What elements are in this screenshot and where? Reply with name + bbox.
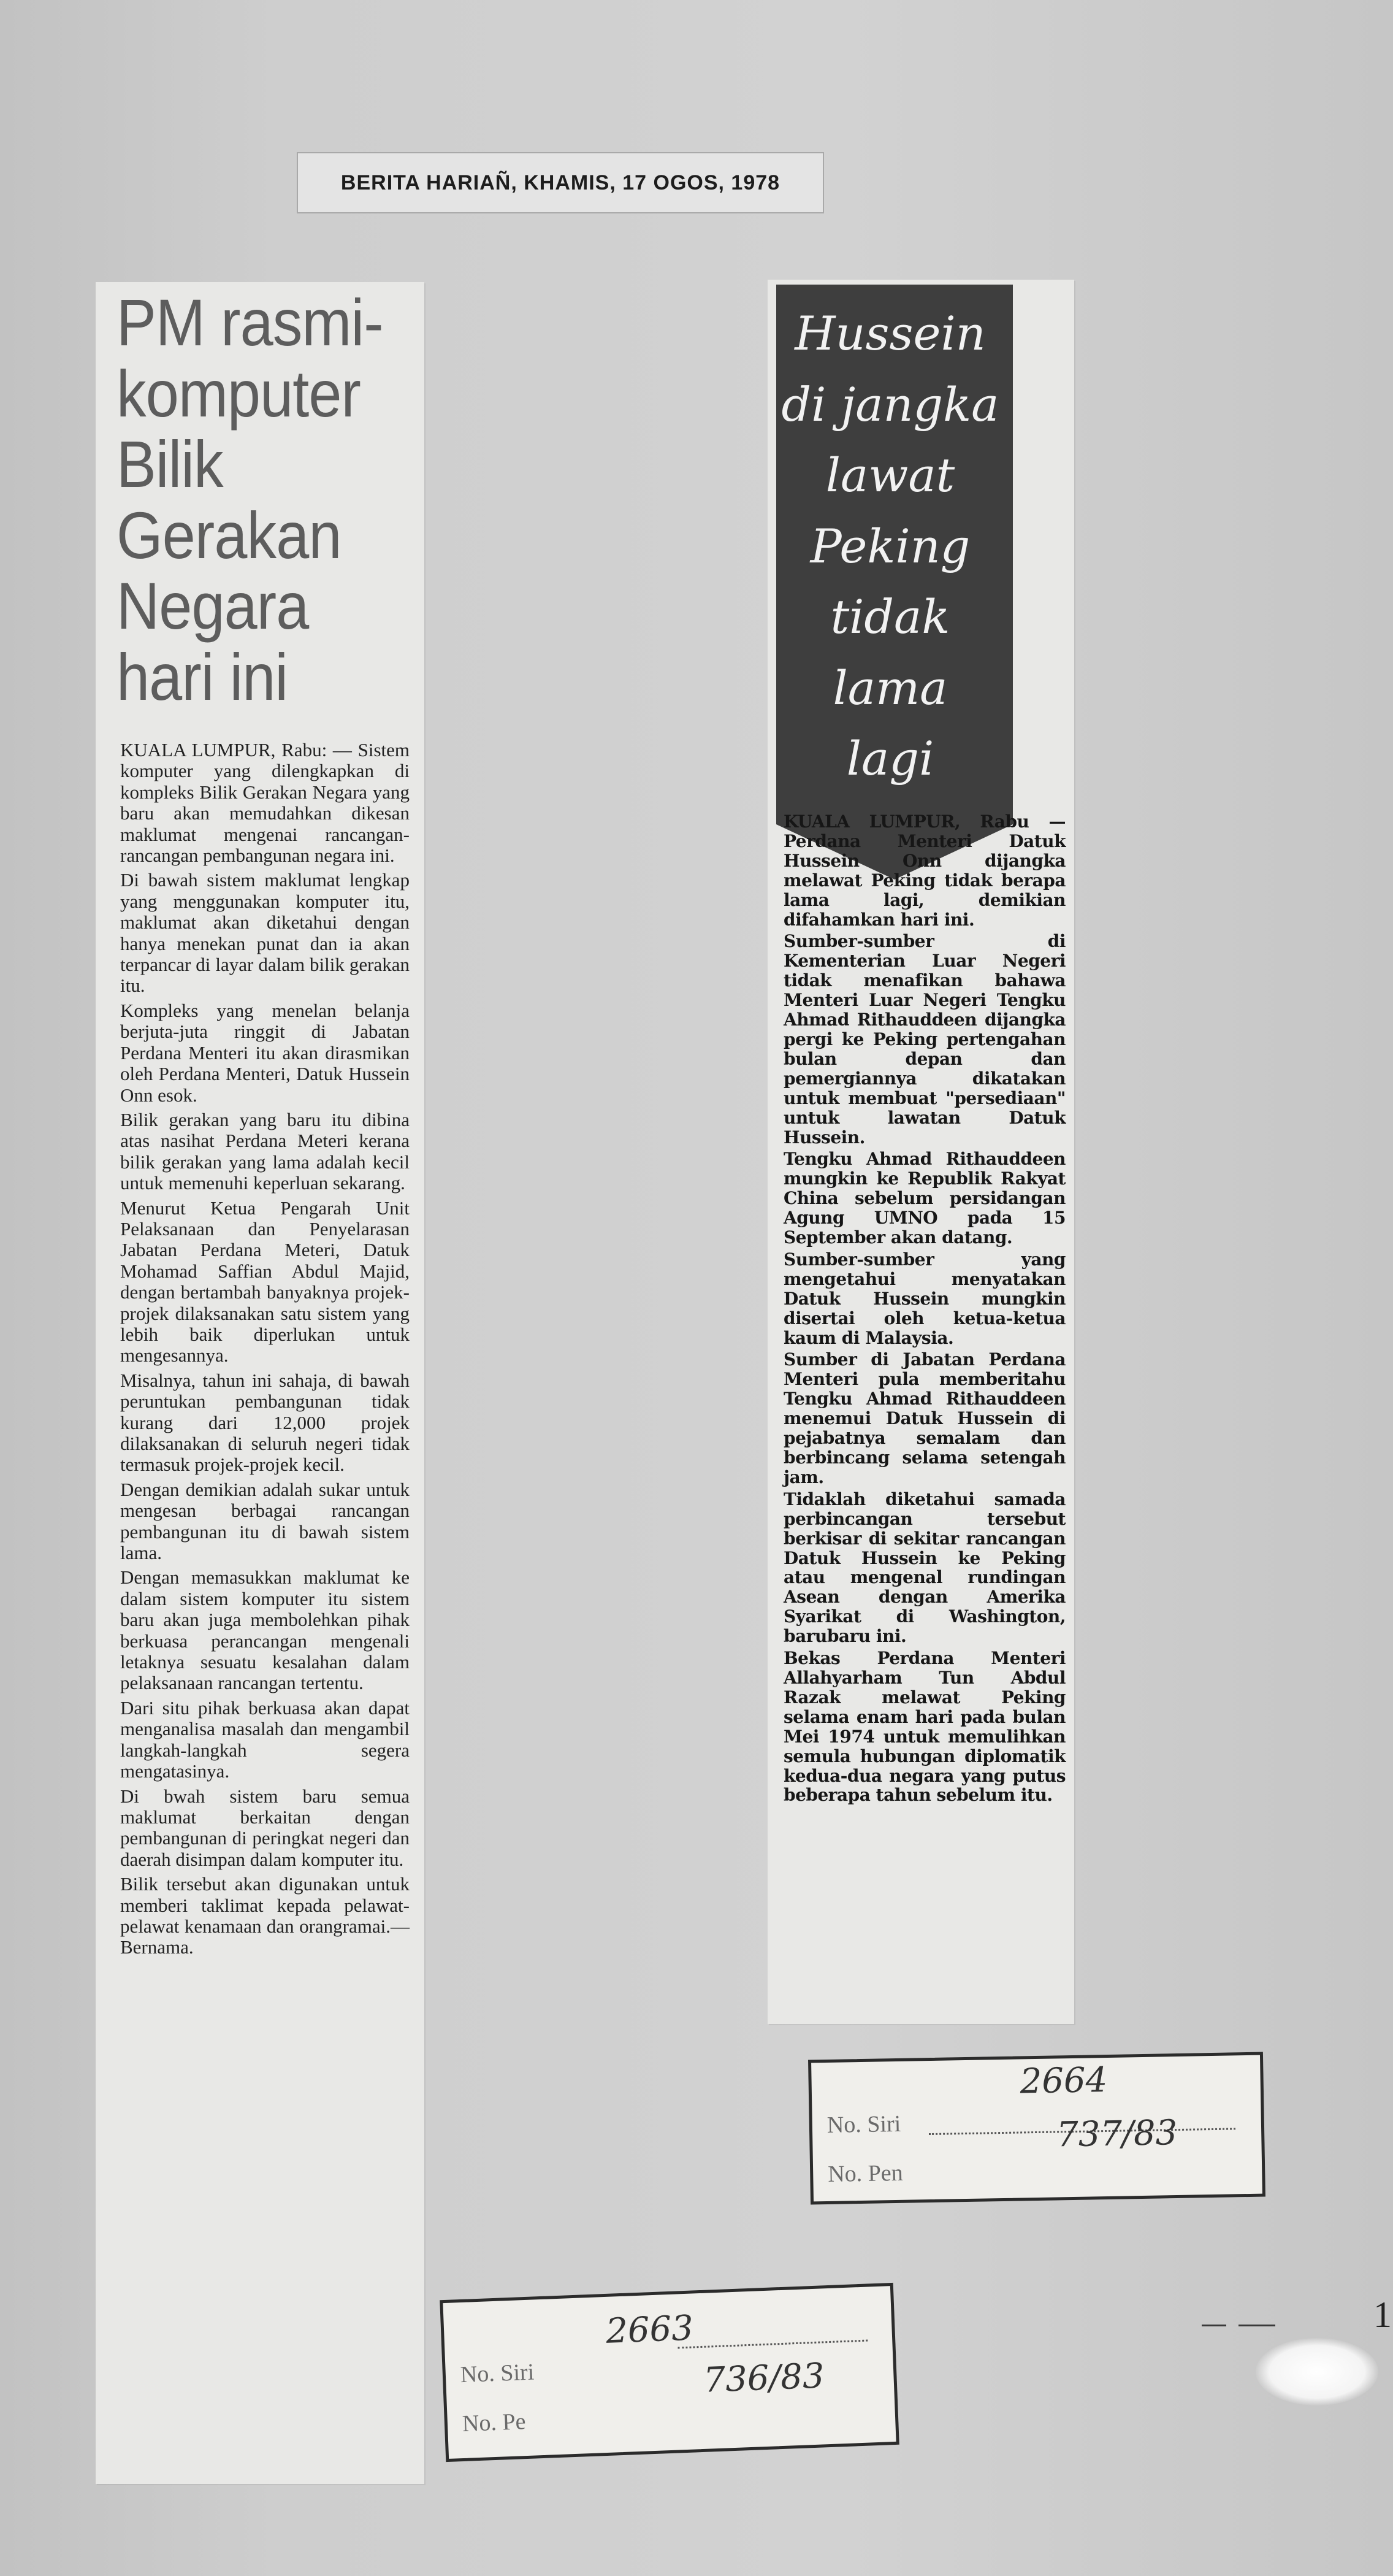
article-paragraph: Dengan demikian adalah sukar untuk mengesan berbagai rancangan pembangunan itu di bawah sistem lama. — [120, 1478, 410, 1564]
right-headline-line: Hussein — [795, 306, 986, 361]
right-headline-line: lawat — [825, 448, 955, 503]
left-article-body — [120, 740, 410, 1962]
article-paragraph: Di bawah sistem maklumat lengkap yang menggunakan komputer itu, maklumat akan diketahui dengan hanya menekan punat dan ia akan terpancar di layar dalam bilik gerakan itu. — [120, 869, 410, 997]
article-paragraph: Tidaklah diketahui samada perbincangan tersebut berkisar di sekitar rancangan Datuk Hussein ke Peking atau mengenal rundingan Asean dengan Amerika Syarikat di Washington, barubaru ini. — [784, 1489, 1066, 1647]
article-paragraph: Sumber-sumber di Kementerian Luar Negeri tidak menafikan bahawa Menteri Luar Negeri Tengku Ahmad Rithauddeen dijangka pergi ke Peking pertengahan bulan depan dan pemergiannya dikatakan untuk membuat "persediaan" untuk lawatan Datuk Hussein. — [784, 931, 1066, 1148]
right-headline-line: Peking — [810, 518, 971, 573]
newspaper-masthead: BERITA HARIAÑ, KHAMIS, 17 OGOS, 1978 — [297, 152, 824, 213]
right-headline-line: lagi — [846, 731, 934, 786]
left-headline-line: komputer — [116, 356, 361, 431]
page-edge-number: 1 — [1373, 2294, 1392, 2335]
left-headline-line: PM rasmi- — [116, 285, 383, 359]
right-headline-line: di jangka — [781, 377, 999, 432]
article-paragraph: Di bwah sistem baru semua maklumat berkaitan dengan pembangunan di peringkat negeri dan daerah disimpan dalam komputer itu. — [120, 1785, 410, 1870]
left-headline-line: hari ini — [116, 639, 288, 714]
stamp-handwritten-pen: 736/83 — [703, 2356, 825, 2401]
left-headline-line: Negara — [116, 569, 309, 643]
article-paragraph: Sumber-sumber yang mengetahui menyatakan Datuk Hussein mungkin disertai oleh ketua-ketua kaum di Malaysia. — [784, 1249, 1066, 1348]
stamp-label-siri: No. Siri — [460, 2359, 535, 2388]
stamp-handwritten-pen: 737/83 — [1056, 2113, 1178, 2155]
article-paragraph: Menurut Ketua Pengarah Unit Pelaksanaan dan Penyelarasan Jabatan Perdana Meteri, Datuk Mohamad Saffian Abdul Majid, dengan bertambah banyaknya projek-projek dilaksanakan satu sistem yang lebih baik diperlukan untuk mengesannya. — [120, 1197, 410, 1367]
clipping-right — [768, 280, 1074, 2024]
right-headline — [780, 298, 1001, 794]
stamp-handwritten-siri: 2663 — [605, 2308, 695, 2352]
right-article-body — [784, 812, 1066, 1807]
stamp-dotted-line — [677, 2340, 868, 2349]
article-paragraph: Bilik gerakan yang baru itu dibina atas nasihat Perdana Meteri kerana bilik gerakan yang lama adalah kecil untuk memenuhi keperluan sekarang. — [120, 1108, 410, 1194]
archive-stamp — [440, 2283, 899, 2462]
stamp-handwritten-siri: 2664 — [1020, 2060, 1108, 2102]
article-paragraph: KUALA LUMPUR, Rabu: — Sistem komputer yang dilengkapkan di kompleks Bilik Gerakan Negara yang baru akan memudahkan dikesan maklumat mengenai rancangan-rancangan pembangunan negara ini. — [120, 739, 410, 867]
left-headline-line: Gerakan — [116, 497, 342, 572]
stamp-label-siri: No. Siri — [826, 2110, 901, 2138]
right-headline-line: lama — [833, 660, 948, 715]
article-paragraph: Tengku Ahmad Rithauddeen mungkin ke Republik Rakyat China sebelum persidangan Agung UMNO pada 15 September akan datang. — [784, 1149, 1066, 1248]
article-paragraph: Bekas Perdana Menteri Allahyarham Tun Abdul Razak melawat Peking selama enam hari pada bulan Mei 1974 untuk memulihkan semula hubungan diplomatik kedua-dua negara yang putus beberapa tahun sebelum itu. — [784, 1648, 1066, 1806]
clipping-left — [96, 282, 424, 2484]
paper-smudge — [1256, 2338, 1378, 2405]
left-headline-line: Bilik — [116, 427, 223, 502]
article-paragraph: Dengan memasukkan maklumat ke dalam sistem komputer itu sistem baru akan juga membolehkan pihak berkuasa perancangan mengenali letaknya sesuatu kesalahan dalam pelaksanaan rancangan tertentu. — [120, 1566, 410, 1694]
archive-stamp — [808, 2052, 1265, 2205]
article-paragraph: Kompleks yang menelan belanja berjuta-juta ringgit di Jabatan Perdana Menteri itu akan dirasmikan oleh Perdana Menteri, Datuk Hussein Onn esok. — [120, 999, 410, 1106]
right-headline-line: tidak — [830, 589, 950, 645]
article-paragraph: KUALA LUMPUR, Rabu — Perdana Menteri Datuk Hussein Onn dijangka melawat Peking tidak berapa lama lagi, demikian difahamkan hari ini. — [784, 811, 1066, 930]
edge-dash — [1202, 2325, 1226, 2326]
stamp-label-pen: No. Pe — [462, 2409, 527, 2437]
stamp-label-pen: No. Pen — [827, 2160, 904, 2187]
article-paragraph: Dari situ pihak berkuasa akan dapat menganalisa masalah dan mengambil langkah-langkah segera mengatasinya. — [120, 1696, 410, 1782]
left-headline — [116, 287, 381, 712]
article-paragraph: Misalnya, tahun ini sahaja, di bawah peruntukan pembangunan tidak kurang dari 12,000 projek dilaksanakan di seluruh negeri tidak termasuk projek-projek kecil. — [120, 1369, 410, 1476]
article-paragraph: Sumber di Jabatan Perdana Menteri pula memberitahu Tengku Ahmad Rithauddeen menemui Datuk Hussein di pejabatnya semalam dan berbincang selama setengah jam. — [784, 1349, 1066, 1487]
edge-dash — [1238, 2325, 1275, 2326]
article-paragraph: Bilik tersebut akan digunakan untuk memberi taklimat kepada pelawat-pelawat kenamaan dan orangramai.— Bernama. — [120, 1873, 410, 1958]
